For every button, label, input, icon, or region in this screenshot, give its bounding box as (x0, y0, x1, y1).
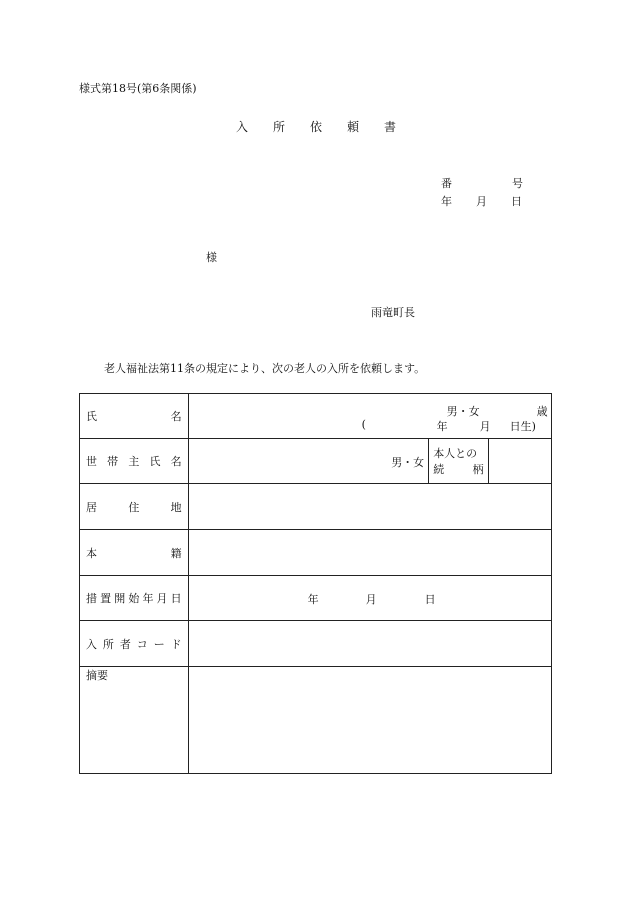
field-code[interactable] (188, 621, 551, 667)
issue-date: 年 月 日 (441, 195, 522, 208)
row-householder (80, 439, 552, 484)
field-start-date[interactable] (188, 576, 551, 621)
addressee: 様 (206, 251, 217, 264)
row-code (80, 621, 552, 667)
field-residence[interactable] (188, 484, 551, 530)
issuer: 雨竜町長 (371, 306, 415, 319)
request-form-table (79, 393, 552, 774)
birth-month: 月 (479, 420, 491, 433)
row-domicile (80, 530, 552, 576)
title-char: 入 (236, 120, 249, 134)
field-name[interactable] (188, 394, 551, 439)
title-char: 依 (310, 120, 323, 134)
birth-day: 日生) (509, 420, 536, 433)
intro-text: 老人福祉法第11条の規定により、次の老人の入所を依頼します。 (104, 362, 426, 375)
label-householder: 世 帯 主 氏 名 (80, 439, 189, 484)
age-unit: 歳 (536, 405, 548, 418)
label-domicile: 本 籍 (80, 530, 189, 576)
label-residence: 居 住 地 (80, 484, 189, 530)
title-char: 所 (273, 120, 286, 134)
start-year: 年 (307, 593, 319, 606)
field-relationship[interactable] (488, 439, 551, 484)
relationship-label: 本人との 続 柄 (429, 439, 488, 484)
label-name: 氏 名 (80, 394, 189, 439)
sex-choice[interactable]: 男・女 (446, 405, 480, 418)
row-start-date (80, 576, 552, 621)
title-char: 書 (384, 120, 397, 134)
label-code: 入 所 者 コ ー ド (80, 621, 189, 667)
form-number: 様式第18号(第6条関係) (79, 82, 197, 95)
field-summary[interactable] (188, 667, 551, 774)
title-char: 頼 (347, 120, 360, 134)
start-day: 日 (424, 593, 436, 606)
field-domicile[interactable] (188, 530, 551, 576)
householder-sex[interactable]: 男・女 (391, 456, 425, 469)
label-summary: 摘要 (80, 667, 189, 774)
label-start-date: 措 置 開 始 年 月 日 (80, 576, 189, 621)
birth-year: 年 (436, 420, 448, 433)
row-name (80, 394, 552, 439)
row-summary (80, 667, 552, 774)
paren-open: ( (361, 418, 366, 431)
field-householder[interactable] (188, 439, 429, 484)
start-month: 月 (365, 593, 377, 606)
row-residence (80, 484, 552, 530)
document-title (236, 118, 396, 135)
document-number: 番 号 (441, 177, 523, 190)
